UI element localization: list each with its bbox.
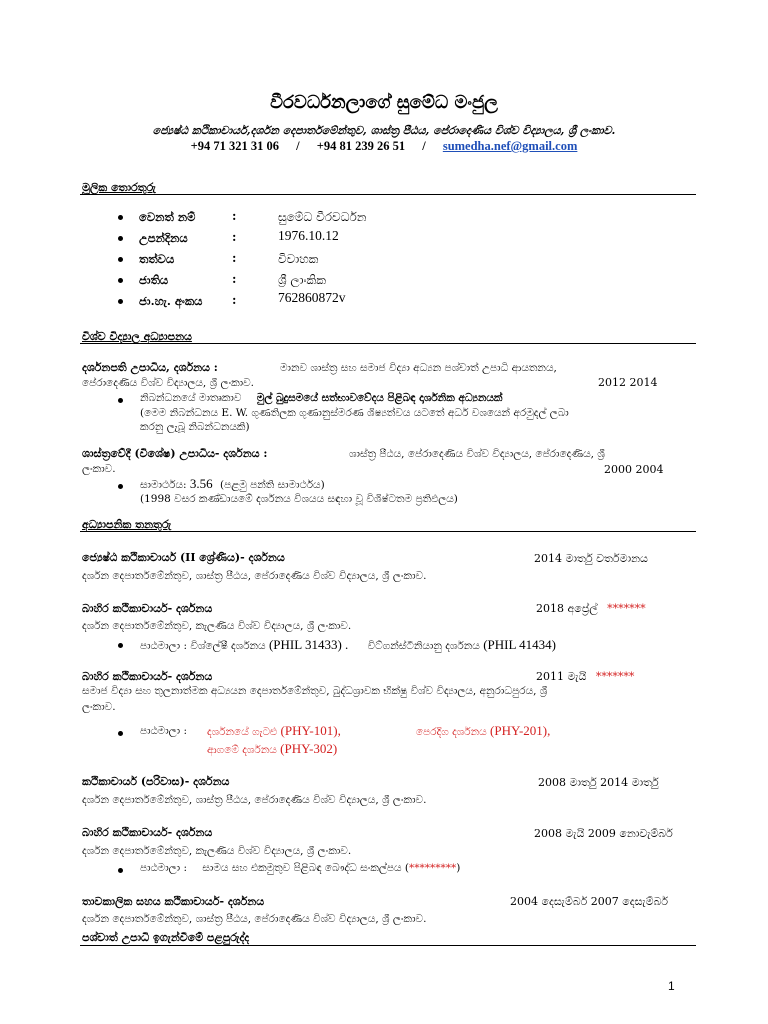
- contact-separator: /: [422, 139, 426, 153]
- field-label: ජාතිය: [139, 273, 169, 287]
- field-value: ශ්‍රී ලාංකික: [278, 273, 327, 287]
- course-close: ): [456, 862, 461, 874]
- section-divider: [80, 343, 696, 344]
- bullet: [118, 398, 123, 403]
- gpa-label: සාමාර්ථය:: [140, 479, 187, 491]
- thesis-prefix: නිබන්ධනයේ මාතෘකාව: [140, 392, 242, 404]
- field-colon: :: [232, 230, 237, 244]
- thesis-label: [140, 392, 502, 405]
- redacted-marker: *********: [409, 862, 457, 874]
- bullet: [118, 299, 123, 304]
- course-label: පාඨමාලා :: [140, 862, 188, 874]
- position-dates: 2014 මාර්තු වර්තමානය: [534, 552, 648, 565]
- course-name: ආගමේ දර්ශනය: [207, 744, 277, 756]
- bullet: [118, 278, 123, 283]
- position-place: දර්ශන දෙපාර්තමේන්තුව, ශාස්ත්‍ර පීඨය, පේරාදෙණිය විශ්ව විද්‍යාලය, ශ්‍රී ලංකාව.: [82, 913, 427, 925]
- field-value: සුමේධ වීරවර්ධන: [278, 210, 367, 224]
- field-label: වෙනත් නම්: [139, 210, 196, 224]
- field-label: ජා.හැ. අංකය: [139, 294, 203, 308]
- field-label: උපන්දිනය: [139, 231, 188, 245]
- bullet: [118, 236, 123, 241]
- section-divider: [80, 194, 696, 195]
- bullet: [118, 484, 123, 489]
- thesis-title: මුල් බුදුසමයේ සත්භාවවේදය පිළිබඳ දාර්ශනික අධ්‍යනයක්: [256, 392, 503, 404]
- course-code: (PHY-302): [280, 741, 338, 756]
- field-value: 762860872v: [278, 290, 346, 305]
- degree-title: ශාස්ත්‍රවේදී (විශේෂ) උපාධිය- දර්ශනය :: [82, 447, 268, 460]
- position-title: ජ්‍යෙෂ්ඨ කථිකාචාර්ය (II ශ්‍රේණිය)- දර්ශනය: [82, 551, 285, 564]
- course-name: සාමය සහ එකමුතුව පිළිබඳ බෞද්ධ සංකල්පය (: [202, 862, 410, 874]
- gpa-class: (පළමු පන්ති සාමාර්ථය): [219, 479, 325, 491]
- position-title: බාහිර කථිකාචාර්ය- දර්ශනය: [82, 670, 213, 683]
- position-place: දර්ශන දෙපාර්තමේන්තුව, ශාස්ත්‍ර පීඨය, පේරාදෙණිය විශ්ව විද්‍යාලය, ශ්‍රී ලංකාව.: [82, 570, 427, 582]
- redacted-marker: *******: [607, 602, 646, 615]
- position-title: කථිකාචාර්ය (පරිවාස)- දර්ශනය: [82, 775, 230, 788]
- position-title: බාහිර කථිකාචාර්ය- දර්ශනය: [82, 826, 213, 839]
- section-heading-education: විශ්ව විද්‍යාල අධ්‍යාපනය: [82, 330, 192, 343]
- course-code: (PHY-101),: [280, 723, 341, 738]
- bullet: [118, 868, 123, 873]
- field-colon: :: [232, 209, 237, 223]
- section-divider: [80, 531, 696, 532]
- course-code: (PHIL 31433) .: [268, 637, 349, 652]
- section-heading-experience: අධ්‍යාපනික තනතුරු: [82, 518, 172, 531]
- course-code: (PHY-201),: [490, 723, 551, 738]
- position-place: සමාජ විද්‍යා සහ තුලනාත්මක අධ්‍යයන දෙපාර්තමේන්තුව, බුද්ධශ්‍රාවක භික්ෂු විශ්ව විද්‍යාලය, අනුරාධපුරය, ශ්‍රී: [82, 685, 548, 697]
- course-label: පාඨමාලා :: [140, 725, 188, 737]
- bullet: [118, 643, 123, 648]
- degree-title: දර්ශනපති උපාධිය, දර්ශනය :: [82, 361, 218, 374]
- bullet: [118, 731, 123, 736]
- course-line: [140, 637, 556, 653]
- degree-years: 2012 2014: [598, 376, 658, 389]
- course-1: [207, 723, 341, 739]
- phone-1: +94 71 321 31 06: [190, 139, 279, 153]
- degree-institution: මානව ශාස්ත්‍ර සහ සමාජ විද්‍යා අධ්‍යන පශ්චාත් උපාධි ආයතනය,: [280, 362, 557, 374]
- page-number: 1: [668, 979, 675, 993]
- phone-2: +94 81 239 26 51: [316, 139, 406, 153]
- position-dates: 2008 මාර්තු 2014 මාර්තු: [538, 776, 659, 789]
- course-code: (PHIL 41434): [483, 637, 557, 652]
- contact-line: [0, 139, 768, 154]
- gpa-line: [140, 476, 325, 492]
- course-name: දර්ශනයේ ගැටළු: [207, 726, 278, 738]
- position-place: දර්ශන දෙපාර්තමේන්තුව, ශාස්ත්‍ර පීඨය, පේරාදෙණිය විශ්ව විද්‍යාලය, ශ්‍රී ලංකාව.: [82, 794, 427, 806]
- position-dates: 2008 මැයි 2009 නොවැම්බර්: [534, 827, 673, 840]
- course-2: [416, 723, 550, 739]
- degree-years: 2000 2004: [604, 463, 664, 476]
- degree-country: ලංකාව.: [82, 463, 116, 475]
- position-place: දර්ශන දෙපාර්තමේන්තුව, කැලණිය විශ්ව විද්‍යාලය, ශ්‍රී ලංකාව.: [82, 620, 352, 632]
- degree-institution: ශාස්ත්‍ර පීඨය, පේරාදෙණිය විශ්ව විද්‍යාලය, පේරාදෙණිය, ශ්‍රී: [349, 448, 605, 460]
- course-label: පාඨමාලා : විශ්ලේෂී දර්ශනය: [140, 640, 266, 652]
- field-value: විවාහක: [278, 252, 319, 266]
- course-line: [140, 862, 460, 875]
- section-heading-postgrad: පශ්චාත් උපාධි ඉගැන්වීමේ පළපුරුද්ද: [82, 931, 250, 944]
- course-name: පෙරදිග දර්ශනය: [416, 726, 487, 738]
- bullet: [118, 215, 123, 220]
- course-name: විට්ගන්ස්ටීනියානු දර්ශනය: [367, 640, 480, 652]
- thesis-note: (මෙම නිබන්ධනය E. W. ගුණතිලක ගුණානුස්මරණ ශිෂ්‍යත්වය යටතේ අර්ධ වශයෙන් අරමුදල් ලබා: [140, 407, 569, 419]
- field-label: තත්වය: [139, 252, 175, 266]
- thesis-note-cont: කරනු ලැබූ නිබන්ධනයකි): [140, 421, 250, 433]
- contact-separator: /: [296, 139, 300, 153]
- course-3: [207, 741, 337, 757]
- email-link[interactable]: sumedha.nef@gmail.com: [442, 139, 578, 153]
- position-dates-text: 2018 අප්‍රේල්: [536, 602, 598, 615]
- position-dates: [536, 670, 634, 684]
- position-dates-text: 2011 මැයි: [536, 670, 587, 683]
- position-dates: [536, 602, 646, 616]
- field-colon: :: [232, 272, 237, 286]
- position-place: දර්ශන දෙපාර්තමේන්තුව, කැලණිය විශ්ව විද්‍යාලය, ශ්‍රී ලංකාව.: [82, 845, 352, 857]
- award-note: (1998 වසර කණ්ඩායමේ දර්ශනය විශයය සඳහා වූ විශිෂ්ටතම ප්‍රතිඵලය): [140, 493, 458, 505]
- degree-university: පේරාදෙණිය විශ්ව විද්‍යාලය, ශ්‍රී ලංකාව.: [82, 377, 255, 389]
- field-colon: :: [232, 293, 237, 307]
- cv-name: වීරවර්ධනලාගේ සුමේධ මංජුල: [270, 92, 498, 113]
- job-title-line: ජ්‍යෙෂ්ඨ කථිකාචාර්ය,දර්ශන දෙපාර්තමේන්තුව, ශාස්ත්‍ර පීඨය, පේරාදෙණිය විශ්ව විද්‍යාලය, ශ්‍රී ලංකාව.: [152, 124, 616, 137]
- field-value: 1976.10.12: [278, 228, 339, 243]
- section-divider: [80, 945, 696, 946]
- position-place-cont: ලංකාව.: [82, 701, 116, 713]
- redacted-marker: *******: [595, 670, 635, 683]
- gpa-value: 3.56: [189, 476, 213, 491]
- field-colon: :: [232, 251, 237, 265]
- position-title: තාවකාලික සහය කථිකාචාර්ය- දර්ශනය: [82, 895, 265, 908]
- position-dates: 2004 දෙසැම්බර් 2007 දෙසැම්බර්: [510, 895, 669, 908]
- bullet: [118, 257, 123, 262]
- section-heading-personal: මූලික තොරතුරු: [82, 181, 156, 194]
- position-title: බාහිර කථිකාචාර්ය- දර්ශනය: [82, 602, 213, 615]
